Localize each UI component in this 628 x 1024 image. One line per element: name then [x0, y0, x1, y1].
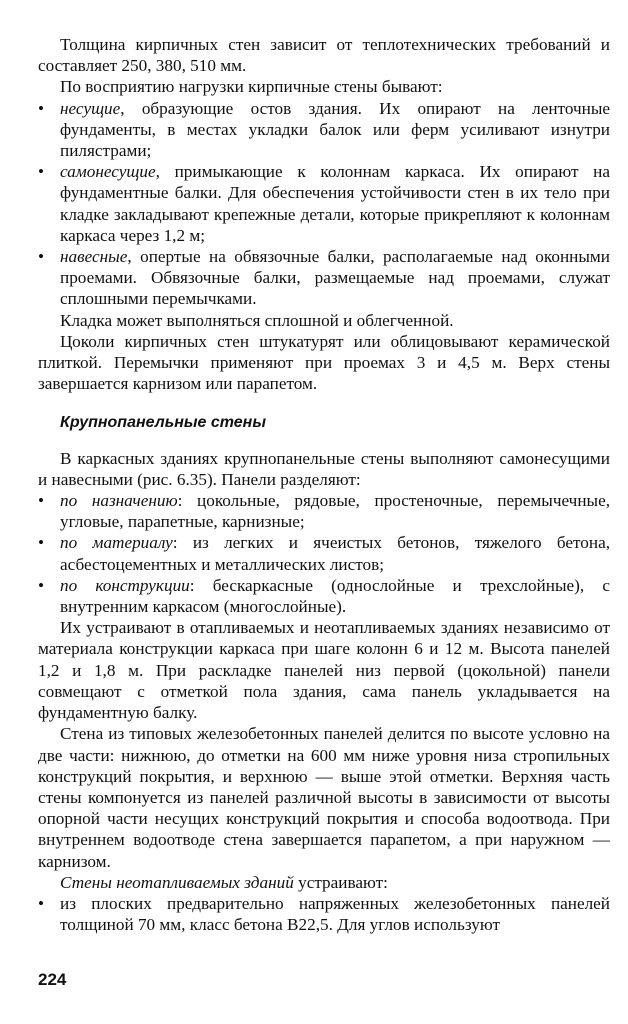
paragraph-unheated-walls [38, 872, 610, 893]
panel-types-list [38, 490, 610, 617]
bullet: • [38, 491, 45, 511]
list-item-by-purpose [38, 490, 610, 532]
load-types-list [38, 98, 610, 310]
list-item-flat-panels [38, 893, 610, 935]
term-unheated-walls: Стены неотапливаемых зданий [60, 872, 294, 892]
list-item-by-construction [38, 575, 610, 617]
paragraph-plinth: Цоколи кирпичных стен штукатурят или облицовывают керамической плиткой. Перемычки применяют при проемах 3 и 4,5 м. Верх стены завершается карнизом или парапетом. [38, 331, 610, 394]
list-item-text: , образующие остов здания. Их опирают на ленточные фундаменты, в местах укладки балок или ферм усиливают изнутри пилястрами; [60, 98, 610, 161]
bullet: • [38, 162, 45, 182]
list-item-text: из плоских предварительно напряженных железобетонных панелей толщиной 70 мм, класс бетона В22,5. Для углов используют [60, 893, 610, 935]
paragraph-load-intro: По восприятию нагрузки кирпичные стены бывают: [60, 77, 443, 97]
term-self-bearing: самонесущие [60, 162, 156, 182]
list-item-self-bearing [38, 161, 610, 246]
paragraph-wall-division: Стена из типовых железобетонных панелей делится по высоте условно на две части: нижнюю, до отметки на 600 мм ниже уровня низа стропильных конструкций покрытия, и верхнюю — выше этой отметки. Верхняя часть стены компонуется из панелей различной высоты в зависимости от высоты опорной части несущих конструкций покрытия и способа водоотвода. При внутреннем водоотводе стена завершается парапетом, а при наружном — карнизом. [38, 724, 610, 871]
bullet: • [38, 575, 45, 595]
section-heading: Крупнопанельные стены [60, 414, 266, 432]
list-item-text: , примыкающие к колоннам каркаса. Их опирают на фундаментные балки. Для обеспечения устойчивости стен в их тело при кладке закладывают крепежные детали, которые прикрепляют к колоннам каркаса через 1,2 м; [60, 162, 610, 245]
paragraph-panel-installation: Их устраивают в отапливаемых и неотапливаемых зданиях независимо от материала конструкции каркаса при шаге колонн 6 и 12 м. Высота панелей 1,2 и 1,8 м. При раскладке панелей низ первой (цокольной) панели совмещают с отметкой пола здания, сама панель укладывается на фундаментную балку. [38, 618, 610, 723]
paragraph-masonry: Кладка может выполняться сплошной и облегченной. [60, 310, 454, 330]
unheated-walls-list [38, 893, 610, 935]
bullet: • [38, 533, 45, 553]
list-item-load-bearing [38, 98, 610, 162]
term-load-bearing: несущие [60, 98, 121, 118]
list-item-text: : из легких и ячеистых бетонов, тяжелого бетона, асбестоцементных и металлических листов; [60, 533, 611, 574]
bullet: • [38, 98, 45, 118]
list-item-text: , опертые на обвязочные балки, располагаемые над оконными проемами. Обвязочные балки, размещаемые над проемами, служат сплошными перемычками. [60, 247, 610, 309]
paragraph-panels-intro: В каркасных зданиях крупнопанельные стены выполняют самонесущими и навесными (рис. 6.35). Панели разделяют: [38, 448, 610, 489]
list-item-text: : цокольные, рядовые, простеночные, перемычечные, угловые, парапетные, карнизные; [60, 491, 610, 532]
bullet: • [38, 247, 45, 267]
list-item-text: : бескаркасные (однослойные и трехслойные), с внутренним каркасом (многослойные). [60, 575, 610, 617]
term-by-construction: по конструкции [60, 575, 190, 595]
term-curtain: навесные [60, 247, 128, 267]
paragraph-wall-thickness: Толщина кирпичных стен зависит от теплотехнических требований и составляет 250, 380, 510 мм. [38, 35, 610, 76]
bullet: • [38, 893, 45, 913]
paragraph-text: устраивают: [293, 872, 388, 892]
page-number: 224 [38, 970, 67, 989]
page-content [38, 34, 610, 935]
list-item-by-material [38, 532, 610, 574]
term-by-purpose: по назначению [60, 491, 178, 511]
list-item-curtain [38, 246, 610, 310]
term-by-material: по материалу [60, 533, 173, 553]
